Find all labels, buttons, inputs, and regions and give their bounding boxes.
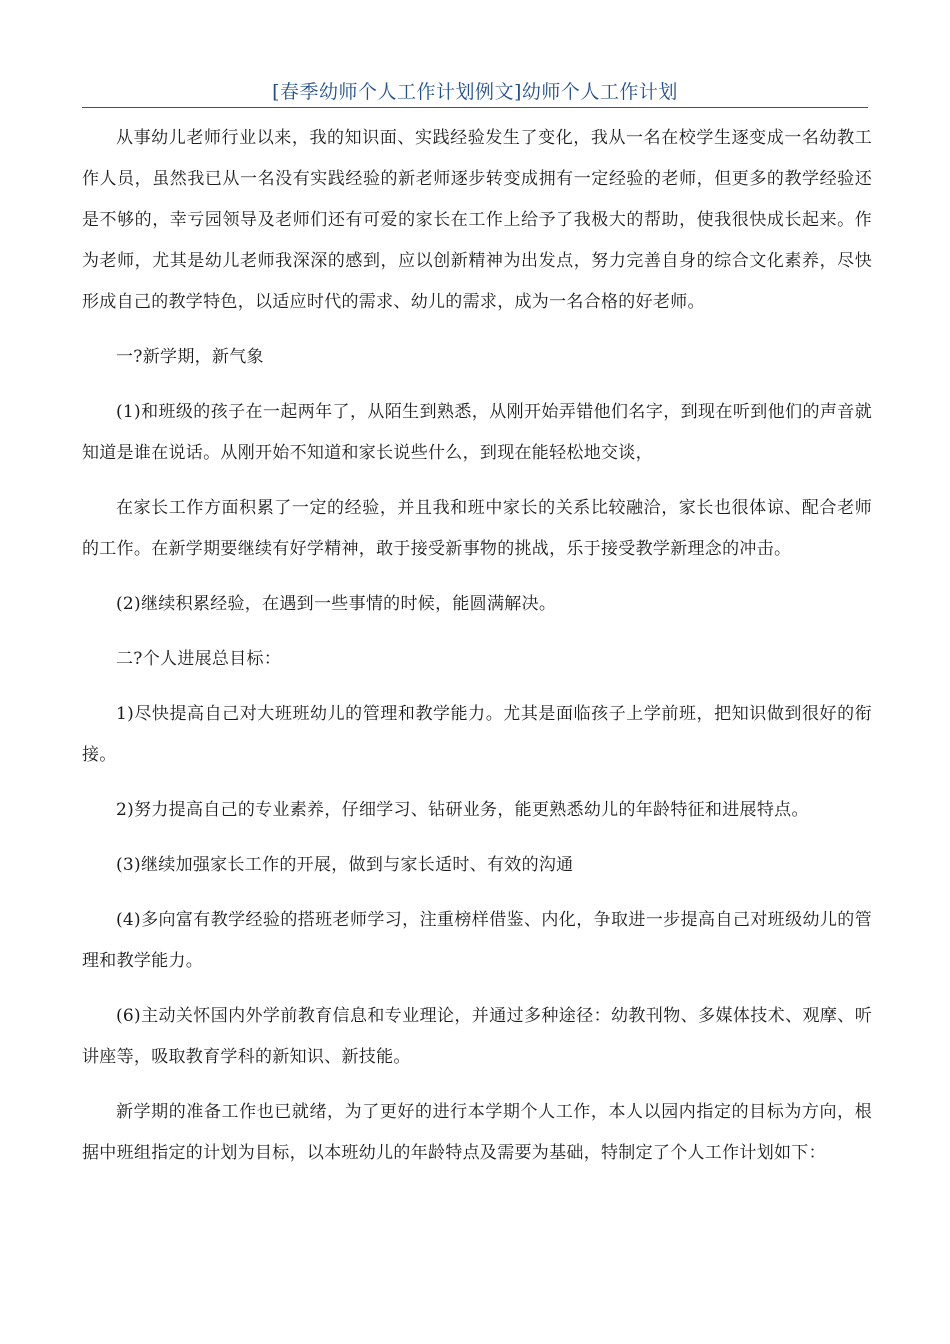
paragraph-item-1: (1)和班级的孩子在一起两年了，从陌生到熟悉，从刚开始弄错他们名字，到现在听到他们的声音就知道是谁在说话。从刚开始不知道和家长说些什么，到现在能轻松地交谈， bbox=[82, 402, 872, 463]
document-body bbox=[82, 118, 872, 1188]
goal-item-3: (3)继续加强家长工作的开展，做到与家长适时、有效的沟通 bbox=[116, 855, 574, 875]
section-heading-goals: 二?个人进展总目标： bbox=[116, 649, 282, 669]
page-title: [春季幼师个人工作计划例文]幼师个人工作计划 bbox=[272, 81, 678, 103]
goal-item-4: (4)多向富有教学经验的搭班老师学习，注重榜样借鉴、内化，争取进一步提高自己对班级幼儿的管理和教学能力。 bbox=[82, 910, 872, 971]
goal-item-1: 1)尽快提高自己对大班班幼儿的管理和教学能力。尤其是面临孩子上学前班，把知识做到很好的衔接。 bbox=[82, 704, 872, 765]
goal-item-6: (6)主动关怀国内外学前教育信息和专业理论，并通过多种途径：幼教刊物、多媒体技术、观摩、听讲座等，吸取教育学科的新知识、新技能。 bbox=[82, 1006, 872, 1067]
header-divider bbox=[82, 107, 868, 108]
paragraph-closing: 新学期的准备工作也已就绪，为了更好的进行本学期个人工作，本人以园内指定的目标为方向，根据中班组指定的计划为目标，以本班幼儿的年龄特点及需要为基础，特制定了个人工作计划如下： bbox=[82, 1102, 872, 1163]
paragraph-parent-work: 在家长工作方面积累了一定的经验，并且我和班中家长的关系比较融洽，家长也很体谅、配合老师的工作。在新学期要继续有好学精神，敢于接受新事物的挑战，乐于接受教学新理念的冲击。 bbox=[82, 498, 872, 559]
paragraph-intro: 从事幼儿老师行业以来，我的知识面、实践经验发生了变化，我从一名在校学生逐变成一名幼教工作人员，虽然我已从一名没有实践经验的新老师逐步转变成拥有一定经验的老师，但更多的教学经验还是不够的，幸亏园领导及老师们还有可爱的家长在工作上给予了我极大的帮助，使我很快成长起来。作为老师，尤其是幼儿老师我深深的感到，应以创新精神为出发点，努力完善自身的综合文化素养，尽快形成自己的教学特色，以适应时代的需求、幼儿的需求，成为一名合格的好老师。 bbox=[82, 128, 872, 312]
paragraph-item-2: (2)继续积累经验，在遇到一些事情的时候，能圆满解决。 bbox=[116, 594, 557, 614]
goal-item-2: 2)努力提高自己的专业素养，仔细学习、钻研业务，能更熟悉幼儿的年龄特征和进展特点。 bbox=[116, 800, 809, 820]
section-heading-new-semester: 一?新学期，新气象 bbox=[116, 347, 264, 367]
